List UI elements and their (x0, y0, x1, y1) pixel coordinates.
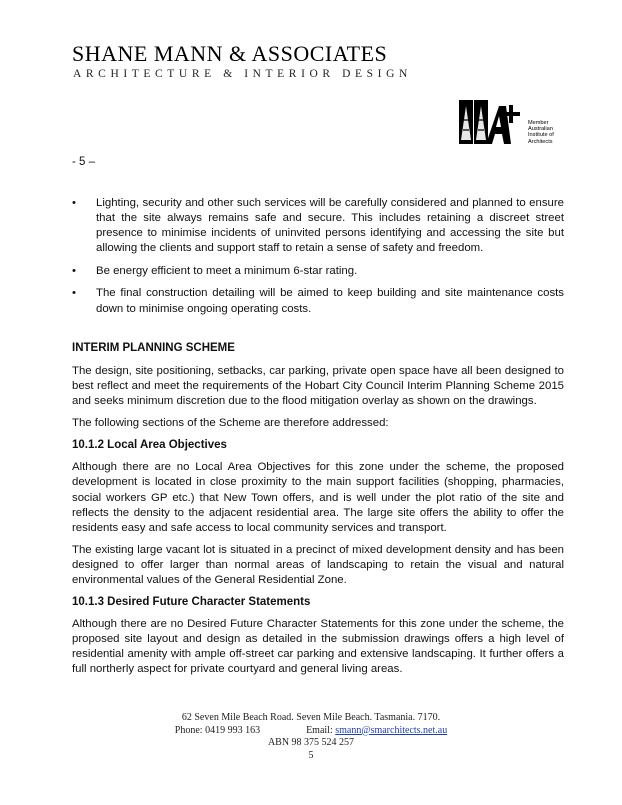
a-plus-logo-icon (459, 100, 521, 144)
aia-member-logo (459, 100, 567, 146)
section-heading: INTERIM PLANNING SCHEME (72, 342, 235, 354)
logo-line: Institute of (528, 132, 554, 139)
list-item (72, 196, 564, 256)
footer-contact (0, 725, 622, 738)
section-heading: 10.1.2 Local Area Objectives (72, 439, 227, 452)
footer-abn: ABN 98 375 524 257 (267, 737, 355, 749)
firm-tagline: ARCHITECTURE & INTERIOR DESIGN (73, 68, 412, 80)
paragraph: The design, site positioning, setbacks, car parking, private open space have all been designed to best reflect and meet the requirements of the Hobart City Council Interim Planning Scheme 2015 and seeks minimum discretion due to the flood mitigation overlay as shown on the drawings. (72, 365, 564, 408)
footer-address: 62 Seven Mile Beach Road. Seven Mile Beach. Tasmania. 7170. (181, 712, 441, 723)
list-item (72, 286, 564, 316)
firm-name: SHANE MANN & ASSOCIATES (72, 41, 388, 66)
interim-planning-section (72, 341, 564, 678)
paragraph: Although there are no Desired Future Character Statements for this zone under the scheme, the proposed site layout and design as detailed in the submission drawings offers a high level of residential amenity with ample off-street car parking and extensive landscaping. It further offers a full northerly aspect for private courtyard and general living areas. (72, 618, 564, 676)
paragraph: Although there are no Local Area Objectives for this zone under the scheme, the proposed development is located in close proximity to the main support facilities (shopping, pharmacies, social workers GP etc.) that New Town offers, and is well under the plot ratio of the site and reflects the density to the adjacent residential area. The large site offers the ability to offer the residents easy and safe access to local community services and transport. (72, 461, 564, 534)
email-link[interactable]: smann@smarchitects.net.au (335, 724, 448, 736)
logo-line: Architects (528, 138, 553, 145)
list-item (72, 264, 564, 279)
bullet-text: Be energy efficient to meet a minimum 6-star rating. (96, 264, 358, 277)
bullet-icon: • (72, 197, 76, 209)
footer-email-label: Email: (306, 724, 333, 736)
footer-phone: Phone: 0419 993 163 (174, 724, 261, 736)
page-footer (0, 712, 622, 762)
bullet-icon: • (72, 264, 76, 277)
logo-caption (528, 120, 554, 145)
bullet-text: Lighting, security and other such services will be carefully considered and planned to ensure that the site always remains safe and secure. This includes retaining a discreet street presence to minimise incidents of uninvited persons identifying and accessing the site but allowing the clients and support staff to retain a sense of safety and freedom. (96, 197, 564, 255)
page-marker: - 5 – (72, 156, 96, 168)
bullet-text: The final construction detailing will be aimed to keep building and site maintenance costs down to minimise ongoing operating costs. (96, 287, 564, 315)
footer-page-number: 5 (308, 749, 314, 761)
section-heading: 10.1.3 Desired Future Character Statements (72, 596, 311, 609)
bullet-list (72, 196, 564, 324)
logo-line: Australian (528, 126, 553, 133)
paragraph: The existing large vacant lot is situated in a precinct of mixed development density and has been designed to offer larger than normal areas of landscaping to retain the visual and natural environmental values of the General Residential Zone. (72, 543, 564, 587)
paragraph: The following sections of the Scheme are therefore addressed: (72, 417, 389, 430)
bullet-icon: • (72, 287, 76, 300)
logo-line: Member (528, 120, 549, 126)
